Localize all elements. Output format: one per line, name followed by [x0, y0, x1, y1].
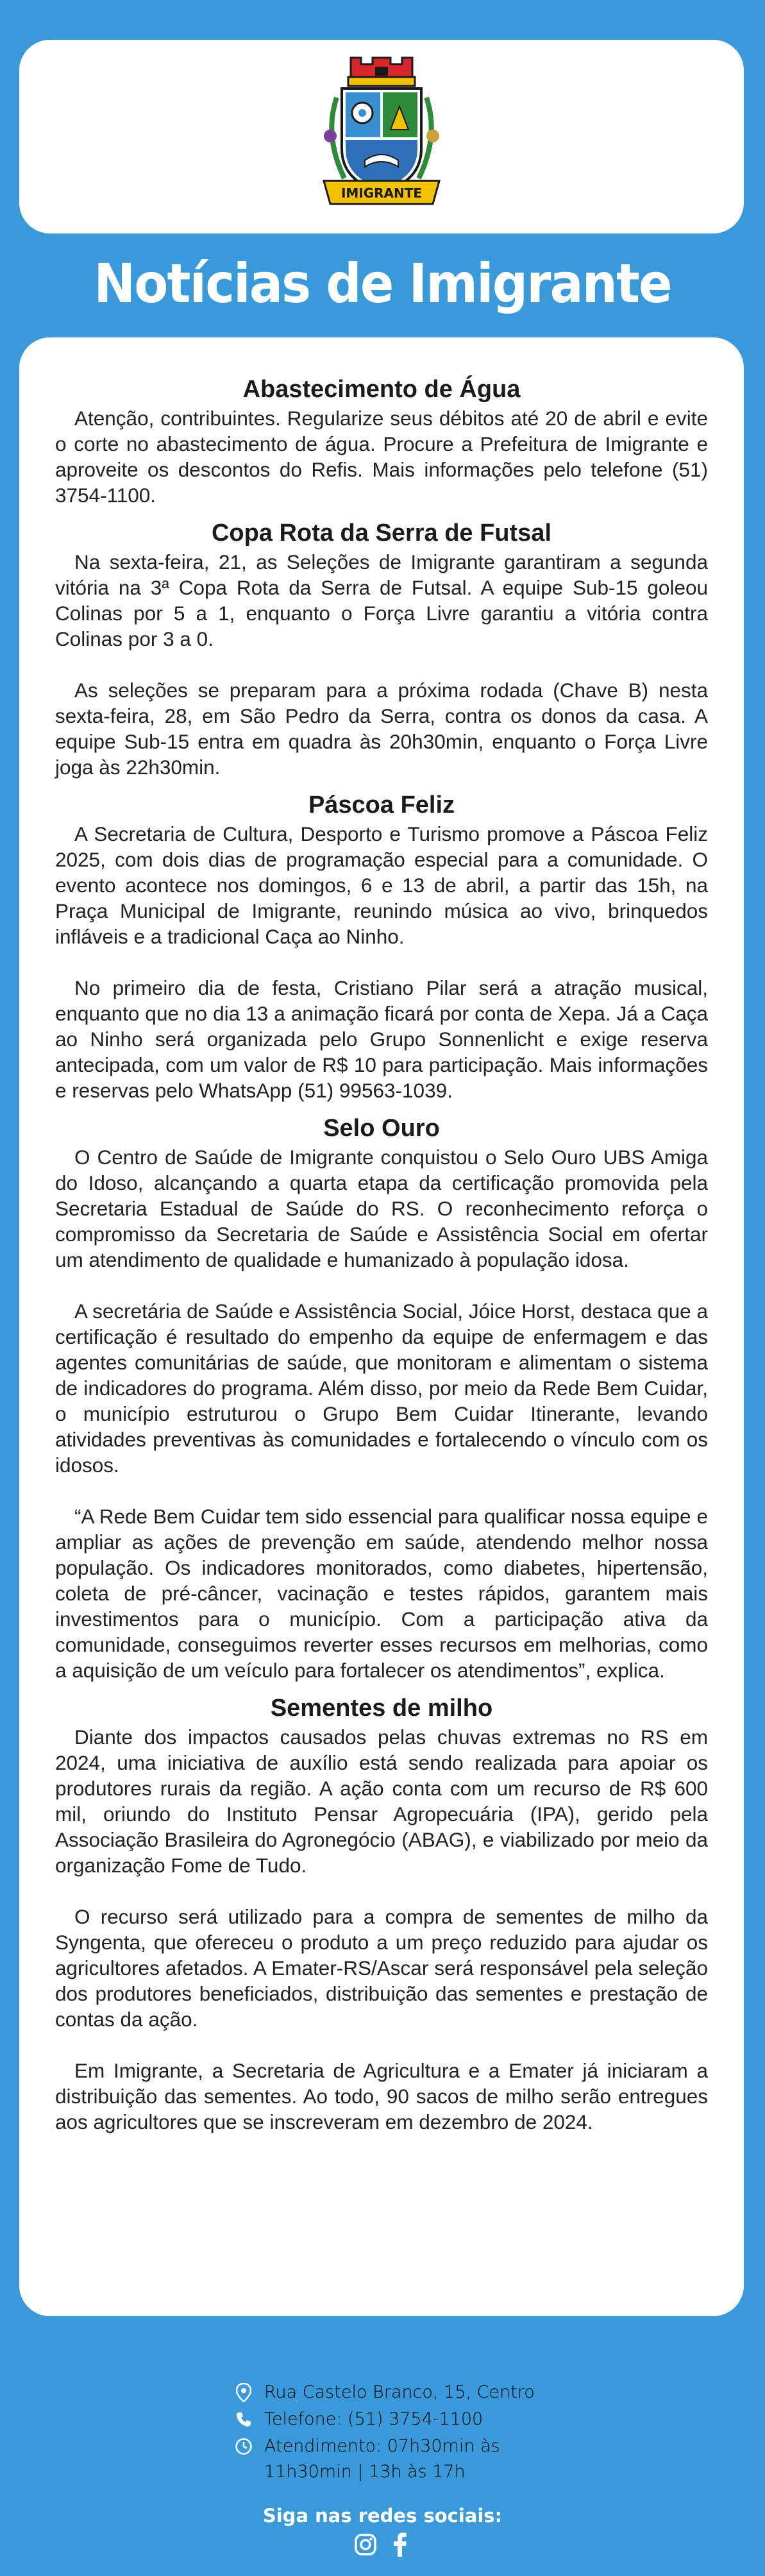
section-title: Copa Rota da Serra de Futsal — [211, 520, 551, 547]
footer-hours-line1: Atendimento: 07h30min às — [264, 2436, 500, 2456]
news-section — [55, 373, 708, 508]
footer-phone — [231, 2407, 483, 2432]
section-paragraph: No primeiro dia de festa, Cristiano Pilar será a atração musical, enquanto que no dia 13 a animação ficará por conta de Xepa. Já a Caça ao Ninho será organizada pelo Grupo Sonnenlicht e exige reserva antecipada, com um valor de R$ 10 para participação. Mais informações e reservas pelo WhatsApp (51) 99563-1039. — [55, 976, 708, 1102]
social-icons — [0, 2530, 765, 2559]
news-section — [55, 789, 708, 1103]
clock-icon — [231, 2434, 256, 2459]
section-paragraph: A secretária de Saúde e Assistência Social, Jóice Horst, destaca que a certificação é resultado do empenho da equipe de enfermagem e das agentes comunitárias de saúde, que monitoram e alimentam o sistema de indicadores do programa. Além disso, por meio da Rede Bem Cuidar, o município estruturou o Grupo Bem Cuidar Itinerante, levando atividades preventivas às comunidades e fortalecendo o vínculo com os idosos. — [55, 1300, 708, 1477]
municipal-crest-logo — [311, 53, 452, 226]
news-card — [19, 337, 744, 2316]
section-title: Sementes de milho — [270, 1695, 493, 1722]
footer-address-text: Rua Castelo Branco, 15, Centro — [264, 2382, 535, 2402]
section-paragraph: O recurso será utilizado para a compra de sementes de milho da Syngenta, que ofereceu o produto a um preço reduzido para ajudar os agricultores afetados. A Emater-RS/Ascar será responsável pela seleção dos produtores beneficiados, distribuição das sementes e prestação de contas da ação. — [55, 1905, 708, 2031]
section-paragraph: A Secretaria de Cultura, Desporto e Turismo promove a Páscoa Feliz 2025, com dois dias de programação especial para a comunidade. O evento acontece nos domingos, 6 e 13 de abril, a partir das 15h, na Praça Municipal de Imigrante, reunindo música ao vivo, brinquedos infláveis e a tradicional Caça ao Ninho. — [55, 822, 708, 948]
section-title: Abastecimento de Água — [242, 376, 521, 403]
social-label: Siga nas redes sociais: — [262, 2505, 503, 2527]
location-pin-icon — [231, 2380, 256, 2405]
section-title: Páscoa Feliz — [308, 792, 455, 818]
logo-card — [19, 40, 744, 233]
footer-phone-text: Telefone: (51) 3754-1100 — [264, 2409, 483, 2429]
crest-banner-text: IMIGRANTE — [340, 185, 423, 201]
footer-hours — [231, 2434, 500, 2486]
section-title: Selo Ouro — [323, 1115, 440, 1142]
phone-icon — [231, 2407, 256, 2432]
section-paragraph: Em Imigrante, a Secretaria de Agricultura e a Emater já iniciaram a distribuição das sementes. Ao todo, 90 sacos de milho serão entregues aos agricultores que se inscreveram em dezembro de 2024. — [55, 2059, 708, 2133]
section-paragraph: Na sexta-feira, 21, as Seleções de Imigrante garantiram a segunda vitória na 3ª Copa Rota da Serra de Futsal. A equipe Sub-15 goleou Colinas por 5 a 1, enquanto o Força Livre garantiu a vitória contra Colinas por 3 a 0. — [55, 550, 708, 650]
section-paragraph: “A Rede Bem Cuidar tem sido essencial para qualificar nossa equipe e ampliar as ações de prevenção em saúde, atendendo melhor nossa população. Os indicadores monitorados, como diabetes, hipertensão, coleta de pré-câncer, vacinação e testes rápidos, garantem mais investimentos para o município. Com a participação ativa da comunidade, conseguimos reverter esses recursos em melhorias, como a aquisição de um veículo para fortalecer os atendimentos”, explica. — [55, 1505, 708, 1682]
news-section — [55, 517, 708, 780]
page-title: Notícias de Imigrante — [94, 252, 671, 315]
section-paragraph: Diante dos impactos causados pelas chuvas extremas no RS em 2024, uma iniciativa de auxílio está sendo realizada para apoiar os produtores rurais da região. A ação conta com um recurso de R$ 600 mil, oriundo do Instituto Pensar Agropecuária (IPA), gerido pela Associação Brasileira do Agronegócio (ABAG), e viabilizado por meio da organização Fome de Tudo. — [55, 1725, 708, 1877]
news-section — [55, 1112, 708, 1683]
news-section — [55, 1692, 708, 2135]
facebook-icon[interactable] — [386, 2530, 414, 2559]
footer-hours-line2: 11h30min | 13h às 17h — [264, 2462, 466, 2482]
footer-hours-text — [264, 2434, 500, 2485]
section-paragraph: As seleções se preparam para a próxima rodada (Chave B) nesta sexta-feira, 28, em São Pedro da Serra, contra os donos da casa. A equipe Sub-15 entra em quadra às 20h30min, enquanto o Força Livre joga às 22h30min. — [55, 679, 708, 779]
footer-address — [231, 2380, 535, 2405]
section-paragraph: O Centro de Saúde de Imigrante conquistou o Selo Ouro UBS Amiga do Idoso, alcançando a quarta etapa da certificação promovida pela Secretaria Estadual de Saúde do RS. O reconhecimento reforça o compromisso da Secretaria de Saúde e Assistência Social em ofertar um atendimento de qualidade e humanizado à população idosa. — [55, 1146, 708, 1271]
instagram-icon[interactable] — [351, 2530, 380, 2559]
section-paragraph: Atenção, contribuintes. Regularize seus débitos até 20 de abril e evite o corte no abastecimento de água. Procure a Prefeitura de Imigrante e aproveite os descontos do Refis. Mais informações pelo telefone (51) 3754-1100. — [55, 407, 708, 507]
